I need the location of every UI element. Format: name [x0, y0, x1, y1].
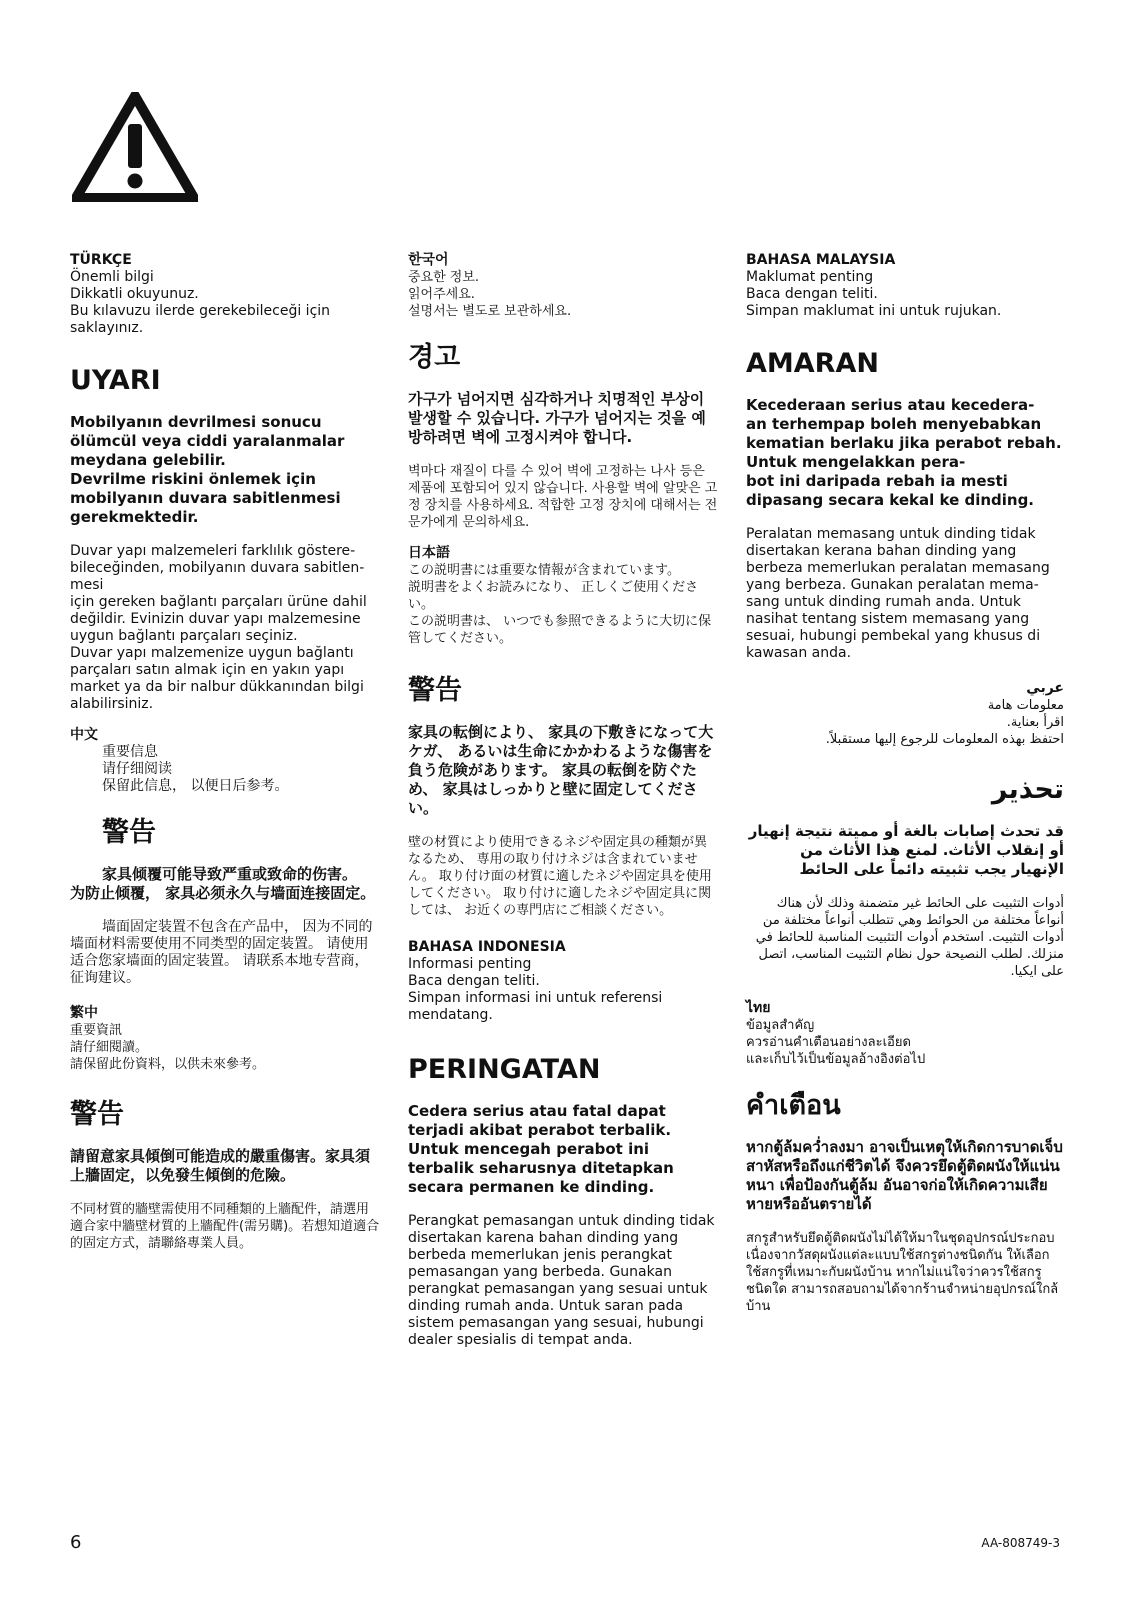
section-arabic — [746, 680, 1064, 980]
info-line: ข้อมูลสำคัญ — [746, 1018, 815, 1033]
info-line: Maklumat penting — [746, 269, 874, 285]
body-text: Perangkat pemasangan untuk dinding tidak disertakan karena bahan dinding yang berbeda memerlukan jenis perangkat pemasangan yang berbeda. Gunakan perangkat pemasangan yang sesuai untuk dinding rumah anda. Untuk saran pada sistem pemasangan yang sesuai, hubungi dealer spesialis di tempat anda. — [408, 1213, 715, 1348]
language-label: BAHASA MALAYSIA — [746, 252, 896, 268]
info-lines — [70, 1022, 380, 1073]
section-japanese — [408, 545, 718, 919]
info-line: この説明書は、 いつでも参照できるように大切に保管してください。 — [408, 614, 712, 646]
info-line: 重要信息 — [102, 744, 158, 760]
info-line: Önemli bilgi — [70, 269, 154, 285]
info-line: 重要資訊 — [70, 1023, 123, 1038]
warning-heading: PERINGATAN — [408, 1054, 601, 1085]
info-line: اقرأ بعناية. — [1006, 715, 1064, 730]
body-text: أدوات التثبيت على الحائط غير متضمنة وذلك لأن هناك أنواعاً مختلفة من الحوائط وهي تتطلب أنواعاً مختلفة من أدوات التثبيت. استخدم أدوات التثبيت المناسبة للحائط في منزلك. لطلب النصيحة حول نظام التثبيت المناسب، اتصل على ايكيا. — [755, 896, 1064, 979]
info-line: 説明書をよくお読みになり、 正しくご使用ください。 — [408, 580, 699, 612]
info-line: 읽어주세요. — [408, 287, 475, 302]
column-3 — [746, 252, 1064, 1329]
language-label: عربي — [1026, 680, 1064, 696]
info-line: Informasi penting — [408, 956, 532, 972]
warning-heading: 경고 — [408, 342, 461, 373]
body-text: 壁の材質により使用できるネジや固定具の種類が異なるため、 専用の取り付けネジは含まれていません。 取り付け面の材質に適したネジや固定具を使用してください。 取り付けに適したネジや固定具に関しては、 お近くの専門店にご相談ください。 — [408, 835, 712, 918]
language-label: TÜRKÇE — [70, 252, 132, 268]
info-line: 설명서는 별도로 보관하세요. — [408, 304, 572, 319]
info-line: ควรอ่านคำเตือนอย่างละเอียด — [746, 1035, 911, 1050]
info-line: Baca dengan teliti. — [746, 286, 878, 302]
body-text: สกรูสำหรับยึดตู้ติดผนังไม่ได้ให้มาในชุดอุปกรณ์ประกอบ เนื่องจากวัสดุผนังแต่ละแบบใช้สกรูต่างชนิดกัน ให้เลือกใช้สกรูที่เหมาะกับผนังบ้าน หากไม่แน่ใจว่าควรใช้สกรูชนิดใด สามารถสอบถามได้จากร้านจำหน่ายอุปกรณ์ใกล้บ้าน — [746, 1231, 1059, 1314]
warning-text: 家具倾覆可能导致严重或致命的伤害。 为防止倾覆， 家具必须永久与墙面连接固定。 — [70, 865, 376, 902]
body-text: Peralatan memasang untuk dinding tidak disertakan kerana bahan dinding yang berbeza memerlukan peralatan memasang yang berbeza. Gunakan peralatan mema- sang untuk dinding rumah anda. Untuk nasihat tentang sistem memasang yang sesuai, hubungi pembekal yang khusus di kawasan anda. — [746, 526, 1050, 661]
section-chinese-simplified — [70, 727, 380, 987]
info-lines — [70, 744, 380, 795]
info-line: この説明書には重要な情報が含まれています。 — [408, 563, 680, 578]
info-lines — [408, 562, 718, 647]
language-label: 中文 — [70, 727, 98, 743]
column-1 — [70, 252, 380, 1266]
warning-text: Mobilyanın devrilmesi sonucu ölümcül veya ciddi yaralanmalar meydana gelebilir. Devrilme riskini önlemek için mobilyanın duvara sabitlenmesi gerekmektedir. — [70, 413, 345, 526]
info-line: 請仔細閱讀。 — [70, 1040, 149, 1055]
info-lines — [746, 1017, 1064, 1068]
info-line: Simpan maklumat ini untuk rujukan. — [746, 303, 1002, 319]
info-lines — [408, 269, 718, 320]
info-line: 请仔细阅读 — [102, 761, 172, 777]
warning-text: Cedera serius atau fatal dapat terjadi akibat perabot terbalik. Untuk mencegah perabot ini terbalik seharusnya ditetapkan secara permanen ke dinding. — [408, 1102, 674, 1196]
language-label: ไทย — [746, 1000, 771, 1016]
info-lines — [746, 269, 1064, 320]
body-text: 墙面固定装置不包含在产品中， 因为不同的墙面材料需要使用不同类型的固定装置。 请使用适合您家墙面的固定装置。 请联系本地专营商，征询建议。 — [70, 919, 373, 986]
section-turkish — [70, 252, 380, 713]
language-label: 繁中 — [70, 1005, 98, 1021]
info-line: Bu kılavuzu ilerde gerekebileceği için saklayınız. — [70, 303, 331, 336]
info-line: และเก็บไว้เป็นข้อมูลอ้างอิงต่อไป — [746, 1052, 926, 1067]
language-label: 日本語 — [408, 545, 450, 561]
section-korean — [408, 252, 718, 531]
document-code: AA-808749-3 — [981, 1536, 1060, 1550]
body-text: 벽마다 재질이 다를 수 있어 벽에 고정하는 나사 등은 제품에 포함되어 있지 않습니다. 사용할 벽에 알맞은 고정 장치를 사용하세요. 적합한 고정 장치에 대해서는 전문가에게 문의하세요. — [408, 464, 718, 530]
section-thai — [746, 1000, 1064, 1315]
info-lines — [746, 697, 1064, 748]
info-line: احتفظ بهذه المعلومات للرجوع إليها مستقبلاً. — [825, 732, 1064, 747]
page-number: 6 — [70, 1532, 82, 1553]
info-lines — [408, 956, 718, 1024]
info-line: 請保留此份資料，以供未來參考。 — [70, 1057, 266, 1072]
language-label: 한국어 — [408, 252, 449, 268]
info-line: Dikkatli okuyunuz. — [70, 286, 199, 302]
info-lines — [70, 269, 380, 337]
warning-heading: تحذير — [991, 774, 1064, 805]
warning-text: 가구가 넘어지면 심각하거나 치명적인 부상이 발생할 수 있습니다. 가구가 넘어지는 것을 예방하려면 벽에 고정시켜야 합니다. — [408, 390, 706, 446]
info-line: 중요한 정보. — [408, 270, 480, 285]
warning-text: 家具の転倒により、 家具の下敷きになって大ケガ、 あるいは生命にかかわるような傷害を負う危険があります。 家具の転倒を防ぐため、 家具はしっかりと壁に固定してください。 — [408, 723, 714, 817]
info-line: Simpan informasi ini untuk referensi mendatang. — [408, 990, 663, 1023]
warning-text: Kecederaan serius atau kecedera- an terhempap boleh menyebabkan kematian berlaku jika perabot rebah. Untuk mengelakkan pera- bot ini daripada rebah ia mesti dipasang secara kekal ke dinding. — [746, 396, 1062, 509]
warning-heading: UYARI — [70, 365, 161, 396]
info-line: Baca dengan teliti. — [408, 973, 540, 989]
warning-heading: 警告 — [70, 1099, 124, 1130]
warning-text: 請留意家具傾倒可能造成的嚴重傷害。家具須上牆固定，以免發生傾倒的危險。 — [70, 1147, 371, 1184]
info-line: معلومات هامة — [987, 698, 1064, 713]
section-indonesian — [408, 939, 718, 1349]
body-text: 不同材質的牆壁需使用不同種類的上牆配件，請選用適合家中牆壁材質的上牆配件(需另購)。若想知道適合的固定方式，請聯絡專業人員。 — [70, 1202, 380, 1251]
warning-heading: คำเตือน — [746, 1090, 841, 1121]
info-line: 保留此信息， 以便日后参考。 — [102, 778, 289, 794]
warning-heading: 警告 — [102, 817, 156, 848]
column-2 — [408, 252, 718, 1363]
warning-triangle-icon — [72, 92, 198, 202]
warning-text: قد تحدث إصابات بالغة أو مميتة نتيجة إنهيار أو إنقلاب الأثاث. لمنع هذا الأثاث من الإنهيار يجب تثبيته دائماً على الحائط — [748, 822, 1064, 878]
warning-heading: 警告 — [408, 675, 462, 706]
body-text: Duvar yapı malzemeleri farklılık göstere- bileceğinden, mobilyanın duvara sabitlen- mesi için gereken bağlantı parçaları ürüne dahil değildir. Evinizin duvar yapı malzemesine uygun bağlantı parçaları seçiniz. Duvar yapı malzemenize uygun bağlantı parçaları satın almak için en yakın yapı market ya da bir nalbur dükkanından bilgi alabilirsiniz. — [70, 543, 367, 712]
section-chinese-traditional — [70, 1005, 380, 1252]
warning-heading: AMARAN — [746, 348, 879, 379]
section-malaysian — [746, 252, 1064, 662]
warning-text: หากตู้ล้มคว่ำลงมา อาจเป็นเหตุให้เกิดการบาดเจ็บสาหัสหรือถึงแก่ชีวิตได้ จึงควรยึดตู้ติดผนังให้แน่นหนา เพื่อป้องกันตู้ล้ม อันอาจก่อให้เกิดความเสียหายหรืออันตรายได้ — [746, 1138, 1063, 1213]
language-label: BAHASA INDONESIA — [408, 939, 566, 955]
